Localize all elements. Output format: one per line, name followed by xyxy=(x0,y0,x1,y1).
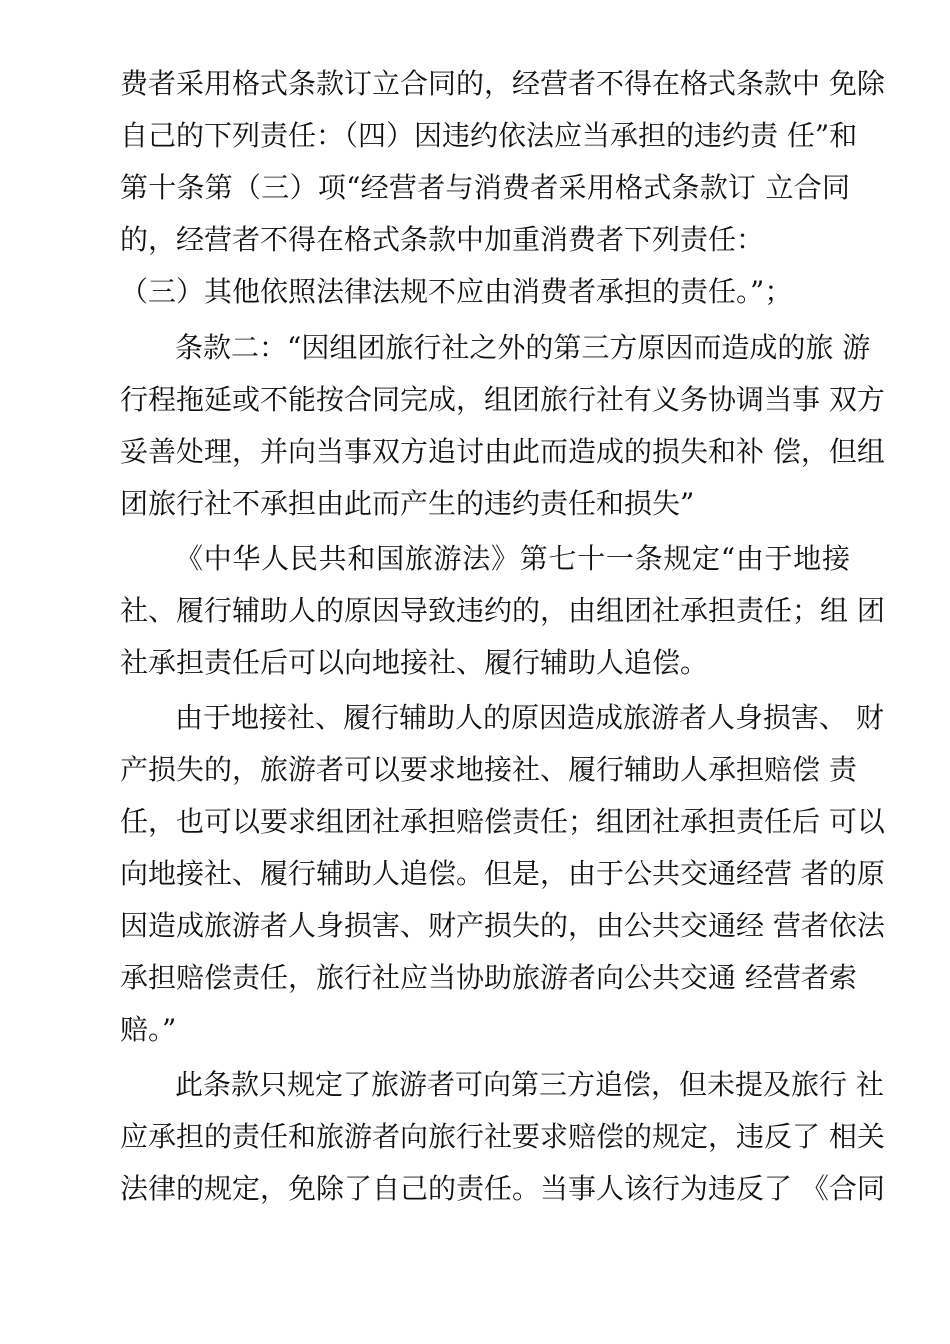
text-line: 向地接社、履行辅助人追偿。但是，由于公共交通经营 者的原 xyxy=(120,857,885,890)
text-line: 法律的规定，免除了自己的责任。当事人该行为违反了 《合同 xyxy=(120,1172,885,1205)
text-line: 承担赔偿责任，旅行社应当协助旅游者向公共交通 经营者索 xyxy=(120,961,857,994)
text-line: 自己的下列责任：（四）因违约依法应当承担的违约责 任”和 xyxy=(120,119,858,152)
text-line: 应承担的责任和旅游者向旅行社要求赔偿的规定，违反了 相关 xyxy=(120,1120,885,1153)
text-line: 因造成旅游者人身损害、财产损失的，由公共交通经 营者依法 xyxy=(120,909,885,942)
text-line: 产损失的，旅游者可以要求地接社、履行辅助人承担赔偿 责 xyxy=(120,753,857,786)
text-line: （三）其他依照法律法规不应由消费者承担的责任。”； xyxy=(120,275,793,308)
text-line: 团旅行社不承担由此而产生的违约责任和损失” xyxy=(120,487,695,520)
paragraph-start-line: 此条款只规定了旅游者可向第三方追偿，但未提及旅行 社 xyxy=(175,1068,884,1101)
text-line: 行程拖延或不能按合同完成，组团旅行社有义务协调当事 双方 xyxy=(120,383,885,416)
text-line: 社、履行辅助人的原因导致违约的，由组团社承担责任；组 团 xyxy=(120,594,885,627)
text-line: 社承担责任后可以向地接社、履行辅助人追偿。 xyxy=(120,646,709,679)
paragraph-start-line: 《中华人民共和国旅游法》第七十一条规定“由于地接 xyxy=(175,542,850,575)
paragraph-start-line: 由于地接社、履行辅助人的原因造成旅游者人身损害、 财 xyxy=(175,701,884,734)
text-line: 第十条第（三）项“经营者与消费者采用格式条款订 立合同 xyxy=(120,171,850,204)
text-line: 任，也可以要求组团社承担赔偿责任；组团社承担责任后 可以 xyxy=(120,805,885,838)
paragraph-start-line: 条款二：“因组团旅行社之外的第三方原因而造成的旅 游 xyxy=(175,331,871,364)
text-line: 妥善处理，并向当事双方追讨由此而造成的损失和补 偿，但组 xyxy=(120,435,885,468)
text-line: 费者采用格式条款订立合同的，经营者不得在格式条款中 免除 xyxy=(120,67,885,100)
text-line: 的，经营者不得在格式条款中加重消费者下列责任： xyxy=(120,223,765,256)
text-line: 赔。” xyxy=(120,1013,177,1046)
